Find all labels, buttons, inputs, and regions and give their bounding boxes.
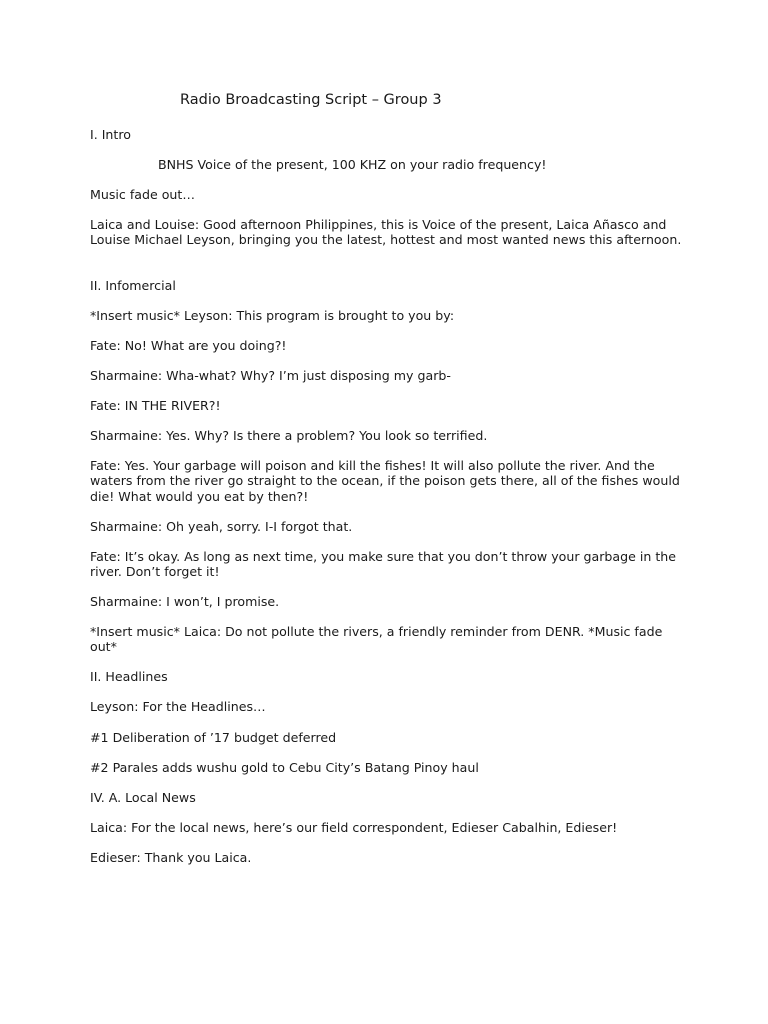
dialogue-paragraph: *Insert music* Leyson: This program is brought to you by: <box>90 308 455 323</box>
dialogue-paragraph: Fate: It’s okay. As long as next time, you make sure that you don’t throw your garbage in the river. Don’t forget it! <box>90 549 677 580</box>
dialogue-paragraph: Laica: For the local news, here’s our field correspondent, Edieser Cabalhin, Edieser! <box>90 820 618 835</box>
section-heading-infomercial: II. Infomercial <box>90 278 176 293</box>
stage-direction: Music fade out… <box>90 187 195 202</box>
dialogue-paragraph: *Insert music* Laica: Do not pollute the rivers, a friendly reminder from DENR. *Music fade out* <box>90 624 663 655</box>
dialogue-paragraph: Laica and Louise: Good afternoon Philippines, this is Voice of the present, Laica Añasco and Louise Michael Leyson, bringing you the latest, hottest and most wanted news this afternoon. <box>90 217 682 248</box>
dialogue-paragraph: Fate: IN THE RIVER?! <box>90 398 221 413</box>
dialogue-paragraph: Edieser: Thank you Laica. <box>90 850 252 865</box>
dialogue-paragraph: Leyson: For the Headlines… <box>90 699 266 714</box>
dialogue-paragraph: Sharmaine: Oh yeah, sorry. I-I forgot that. <box>90 519 353 534</box>
dialogue-paragraph: Sharmaine: Yes. Why? Is there a problem? You look so terrified. <box>90 428 488 443</box>
section-heading-headlines: II. Headlines <box>90 669 168 684</box>
document-title: Radio Broadcasting Script – Group 3 <box>180 92 442 108</box>
dialogue-paragraph: Sharmaine: I won’t, I promise. <box>90 594 280 609</box>
dialogue-paragraph: Sharmaine: Wha-what? Why? I’m just disposing my garb- <box>90 368 451 383</box>
dialogue-paragraph: Fate: Yes. Your garbage will poison and kill the fishes! It will also pollute the river. And the waters from the river go straight to the ocean, if the poison gets there, all of the fishes would die! What would you eat by then?! <box>90 458 680 504</box>
section-heading-local-news: IV. A. Local News <box>90 790 196 805</box>
headline-item: #2 Parales adds wushu gold to Cebu City’s Batang Pinoy haul <box>90 760 479 775</box>
headline-item: #1 Deliberation of ’17 budget deferred <box>90 730 337 745</box>
station-tagline: BNHS Voice of the present, 100 KHZ on your radio frequency! <box>158 157 547 172</box>
section-heading-intro: I. Intro <box>90 127 131 142</box>
dialogue-paragraph: Fate: No! What are you doing?! <box>90 338 287 353</box>
